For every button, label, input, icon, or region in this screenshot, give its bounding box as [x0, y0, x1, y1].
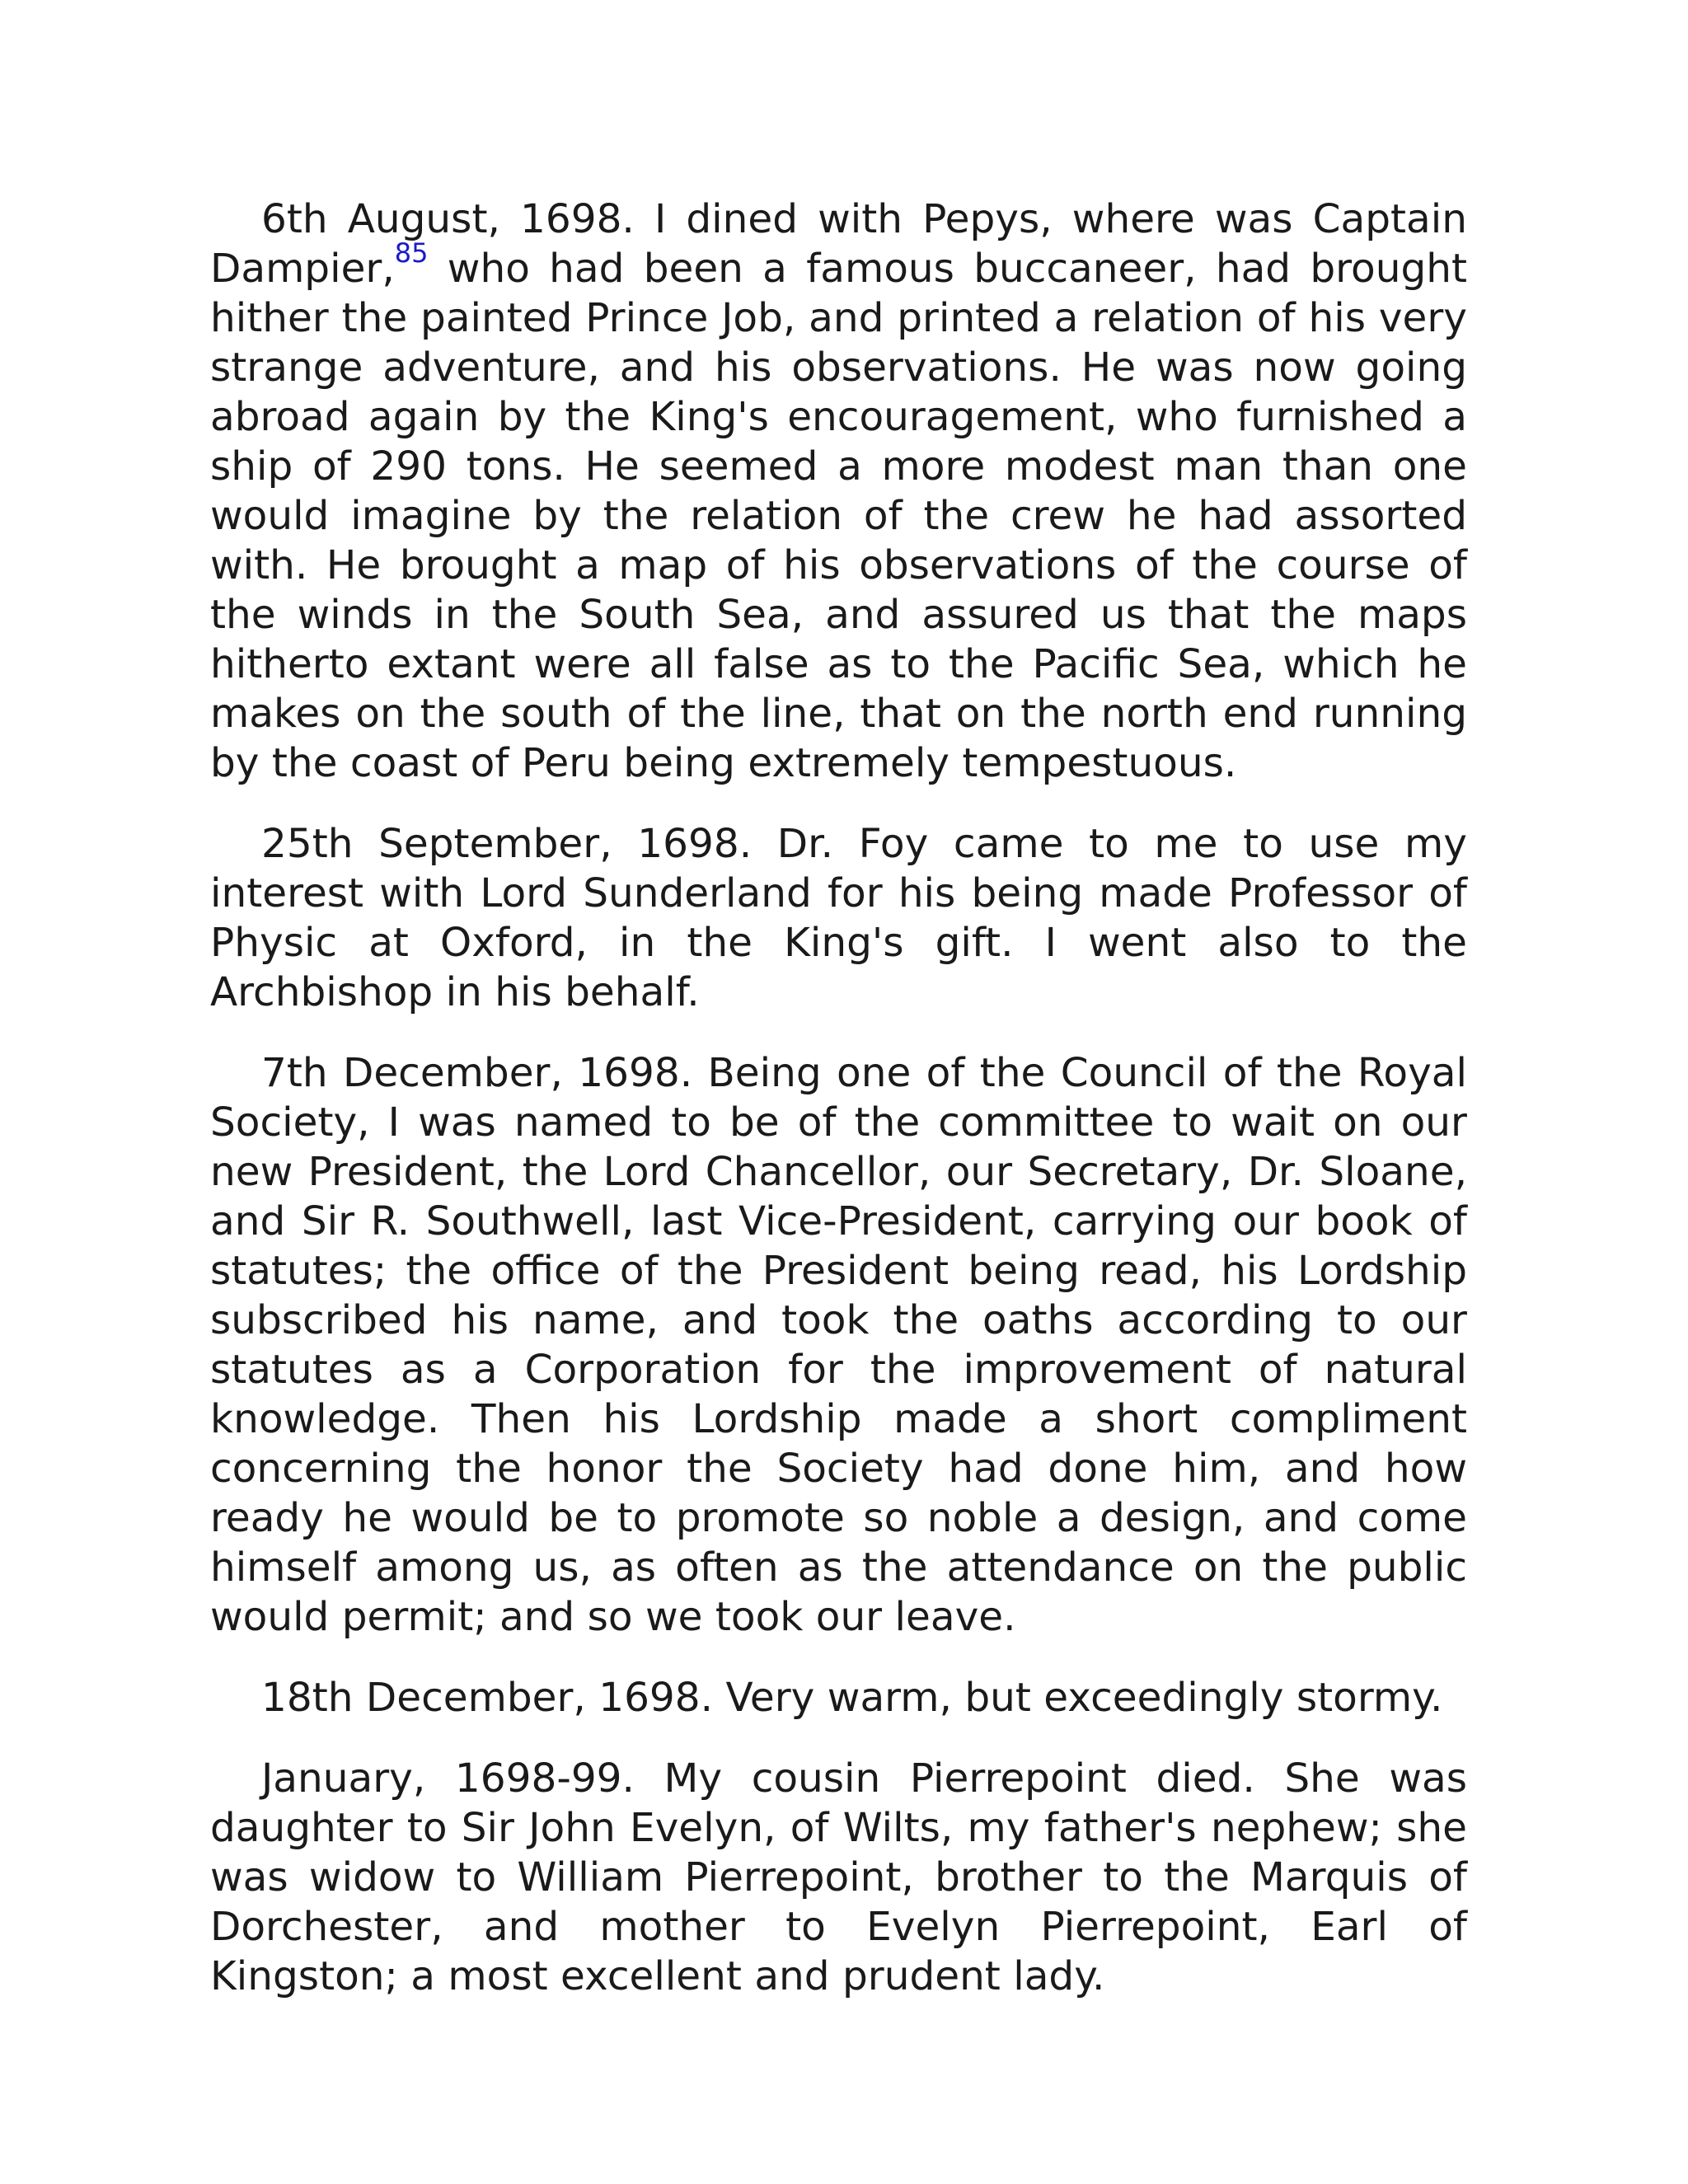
entry-text-part-1: 6th August, 1698. I dined with Pepys, where was Captain Dampier,: [210, 196, 1467, 292]
diary-entry-jan-1698-99: January, 1698-99. My cousin Pierrepoint died. She was daughter to Sir John Evelyn, of Wilts, my father's nephew; she was widow to William Pierrepoint, brother to the Marquis of Dorchester, and mother to Evelyn Pierrepoint, Earl of Kingston; a most excellent and prudent lady.: [210, 1755, 1467, 1999]
footnote-link[interactable]: 85: [394, 237, 429, 269]
entry-text-part-2: who had been a famous buccaneer, had brought hither the painted Prince Job, and printed a relation of his very strange adventure, and his observations. He was now going abroad again by the King's encouragement, who furnished a ship of 290 tons. He seemed a more modest man than one would imagine by the relation of the crew he had assorted with. He brought a map of his observations of the course of the winds in the South Sea, and assured us that the maps hitherto extant were all false as to the Pacific Sea, which he makes on the south of the line, that on the north end running by the coast of Peru being extremely tempestuous.: [210, 246, 1467, 786]
diary-entry-18-dec-1698: 18th December, 1698. Very warm, but exceedingly stormy.: [261, 1675, 1443, 1721]
diary-entry-25-sep-1698: 25th September, 1698. Dr. Foy came to me to use my interest with Lord Sunderland for his being made Professor of Physic at Oxford, in the King's gift. I went also to the Archbishop in his behalf.: [210, 821, 1467, 1015]
diary-entry-7-dec-1698: 7th December, 1698. Being one of the Council of the Royal Society, I was named to be of the committee to wait on our new President, the Lord Chancellor, our Secretary, Dr. Sloane, and Sir R. Southwell, last Vice-President, carrying our book of statutes; the office of the President being read, his Lordship subscribed his name, and took the oaths according to our statutes as a Corporation for the improvement of natural knowledge. Then his Lordship made a short compliment concerning the honor the Society had done him, and how ready he would be to promote so noble a design, and come himself among us, as often as the attendance on the public would permit; and so we took our leave.: [210, 1050, 1467, 1640]
document-page: [210, 194, 1467, 2032]
diary-entry-6-aug-1698: [210, 194, 1467, 788]
